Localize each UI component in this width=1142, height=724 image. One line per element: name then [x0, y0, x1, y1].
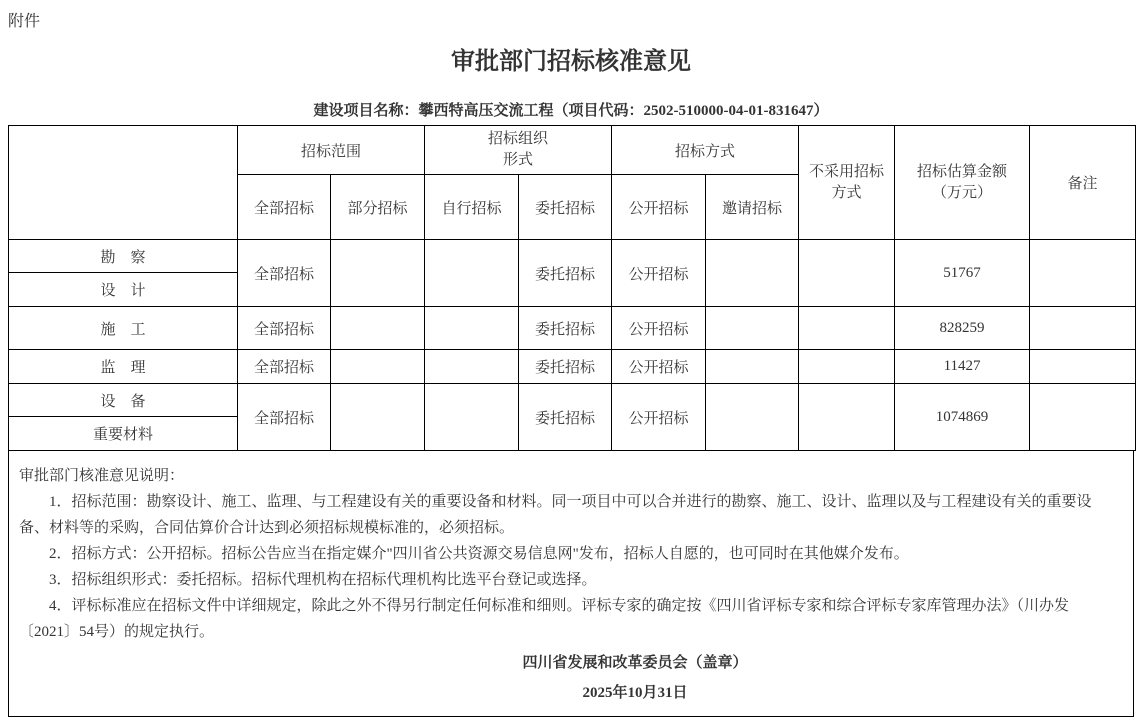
empty-cell — [331, 384, 425, 451]
empty-cell — [1030, 307, 1136, 350]
empty-cell — [331, 350, 425, 384]
header-line: 招标估算金额 — [917, 163, 1008, 180]
header-line: （万元） — [932, 184, 993, 201]
empty-cell — [706, 240, 799, 307]
cell-scope: 全部招标 — [238, 350, 331, 384]
attachment-label: 附件 — [8, 13, 41, 30]
table-row-survey — [9, 240, 1136, 273]
empty-cell — [799, 350, 895, 384]
empty-cell — [331, 307, 425, 350]
row-label-equipment: 设 备 — [9, 384, 238, 417]
note-item-4: 4．评标标准应在招标文件中详细规定，除此之外不得另行制定任何标准和细则。评标专家的确定按《四川省评标专家和综合评标专家库管理办法》（川办发〔2021〕54号）的规定执行。 — [19, 598, 1070, 640]
row-label-materials: 重要材料 — [9, 417, 238, 451]
cell-amount: 11427 — [895, 350, 1030, 384]
col-estimated-amount — [895, 126, 1030, 240]
subcol-entrusted-bidding: 委托招标 — [519, 175, 612, 240]
col-remark: 备注 — [1030, 126, 1136, 240]
header-line: 方式 — [831, 184, 862, 201]
project-name-line: 建设项目名称：攀西特高压交流工程（项目代码：2502-510000-04-01-831647） — [313, 103, 829, 119]
cell-scope: 全部招标 — [238, 240, 331, 307]
empty-cell — [799, 384, 895, 451]
corner-empty-cell — [9, 126, 238, 240]
signature-block — [19, 650, 1121, 706]
cell-org: 委托招标 — [519, 384, 612, 451]
empty-cell — [799, 307, 895, 350]
row-label-construction: 施 工 — [9, 307, 238, 350]
empty-cell — [706, 307, 799, 350]
empty-cell — [706, 350, 799, 384]
empty-cell — [425, 240, 519, 307]
table-row-equipment — [9, 384, 1136, 417]
empty-cell — [331, 240, 425, 307]
notes-heading: 审批部门核准意见说明： — [19, 468, 185, 484]
row-label-supervision: 监 理 — [9, 350, 238, 384]
cell-amount: 1074869 — [895, 384, 1030, 451]
note-item-1: 1．招标范围：勘察设计、施工、监理、与工程建设有关的重要设备和材料。同一项目中可以合并进行的勘察、施工、设计、监理以及与工程建设有关的重要设备、材料等的采购，合同估算价合计达到必须招标规模标准的，必须招标。 — [19, 494, 1092, 536]
cell-method: 公开招标 — [612, 240, 706, 307]
empty-cell — [425, 384, 519, 451]
empty-cell — [425, 307, 519, 350]
cell-method: 公开招标 — [612, 307, 706, 350]
table-row-construction — [9, 307, 1136, 350]
empty-cell — [425, 350, 519, 384]
header-line: 不采用招标 — [809, 163, 885, 180]
cell-scope: 全部招标 — [238, 384, 331, 451]
subcol-full-bidding: 全部招标 — [238, 175, 331, 240]
cell-amount: 828259 — [895, 307, 1030, 350]
empty-cell — [799, 240, 895, 307]
subcol-self-bidding: 自行招标 — [425, 175, 519, 240]
notes-section — [8, 451, 1134, 717]
empty-cell — [1030, 240, 1136, 307]
header-line: 形式 — [503, 152, 534, 168]
cell-scope: 全部招标 — [238, 307, 331, 350]
empty-cell — [1030, 384, 1136, 451]
subcol-partial-bidding: 部分招标 — [331, 175, 425, 240]
cell-method: 公开招标 — [612, 384, 706, 451]
row-label-survey: 勘 察 — [9, 240, 238, 273]
header-line: 招标组织 — [488, 131, 549, 147]
subcol-invited-bidding: 邀请招标 — [706, 175, 799, 240]
cell-org: 委托招标 — [519, 350, 612, 384]
col-group-scope: 招标范围 — [238, 126, 425, 175]
note-item-2: 2．招标方式：公开招标。招标公告应当在指定媒介"四川省公共资源交易信息网"发布，招标人自愿的，也可同时在其他媒介发布。 — [49, 546, 909, 562]
approval-table — [8, 125, 1136, 451]
row-label-design: 设 计 — [9, 273, 238, 307]
subcol-open-bidding: 公开招标 — [612, 175, 706, 240]
note-item-3: 3．招标组织形式：委托招标。招标代理机构在招标代理机构比选平台登记或选择。 — [49, 572, 597, 588]
col-group-method: 招标方式 — [612, 126, 799, 175]
header-row-groups — [9, 126, 1136, 175]
cell-org: 委托招标 — [519, 307, 612, 350]
cell-amount: 51767 — [895, 240, 1030, 307]
page-title: 审批部门招标核准意见 — [451, 48, 691, 75]
issuing-authority: 四川省发展和改革委员会（盖章） — [522, 655, 748, 671]
col-no-bidding — [799, 126, 895, 240]
table-row-supervision — [9, 350, 1136, 384]
empty-cell — [1030, 350, 1136, 384]
issue-date: 2025年10月31日 — [582, 685, 688, 701]
empty-cell — [706, 384, 799, 451]
cell-method: 公开招标 — [612, 350, 706, 384]
cell-org: 委托招标 — [519, 240, 612, 307]
col-group-organization — [425, 126, 612, 175]
